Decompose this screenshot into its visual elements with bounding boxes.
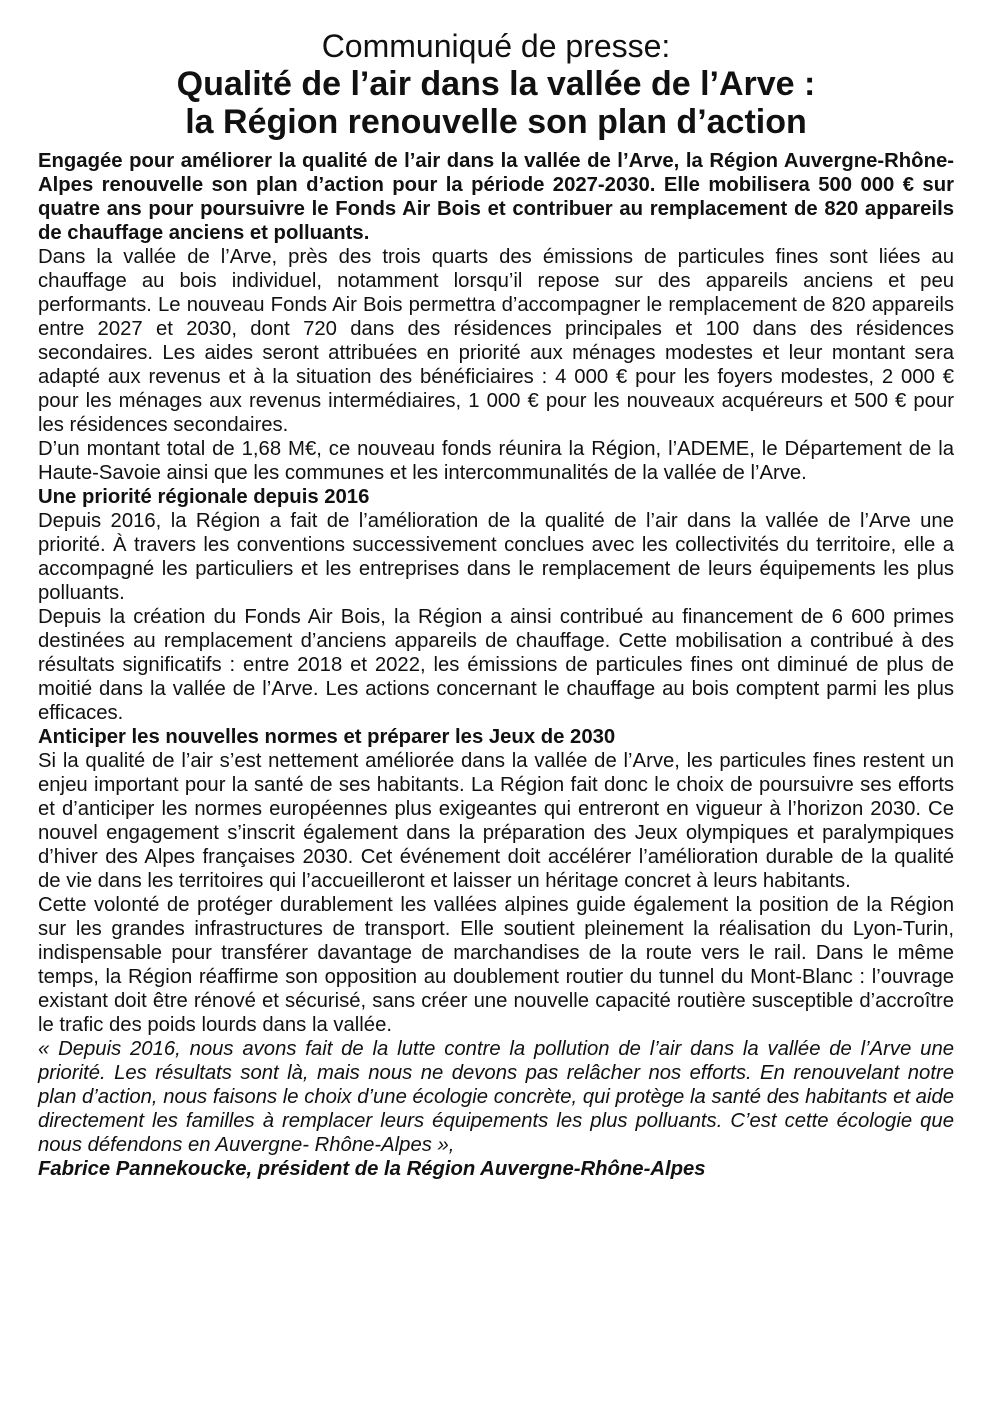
section1-paragraph-2: Depuis la création du Fonds Air Bois, la Région a ainsi contribué au financement de 6 600 primes destinées au remplacement d’anciens appareils de chauffage. Cette mobilisation a contribué à des résultats significatifs : entre 2018 et 2022, les émissions de particules fines ont diminué de plus de moitié dans la vallée de l’Arve. Les actions concernant le chauffage au bois comptent parmi les plus efficaces. xyxy=(38,606,954,724)
section2-paragraph-1: Si la qualité de l’air s’est nettement améliorée dans la vallée de l’Arve, les particules fines restent un enjeu important pour la santé de ses habitants. La Région fait donc le choix de poursuivre ses efforts et d’anticiper les normes européennes plus exigeantes qui entreront en vigueur à l’horizon 2030. Ce nouvel engagement s’inscrit également dans la préparation des Jeux olympiques et paralympiques d’hiver des Alpes françaises 2030. Cet événement doit accélérer l’amélioration durable de la qualité de vie dans les territoires qui l’accueilleront et laisser un héritage concret à leurs habitants. xyxy=(38,750,954,892)
quote-signature: Fabrice Pannekoucke, président de la Région Auvergne-Rhône-Alpes xyxy=(38,1158,706,1180)
president-quote: « Depuis 2016, nous avons fait de la lutte contre la pollution de l’air dans la vallée de l’Arve une priorité. Les résultats sont là, mais nous ne devons pas relâcher nos efforts. En renouvelant notre plan d’action, nous faisons le choix d’une écologie concrète, qui protège la santé des habitants et aide directement les familles à remplacer leurs équipements les plus polluants. C’est cette écologie que nous défendons en Auvergne- Rhône-Alpes », xyxy=(38,1038,954,1156)
title-block xyxy=(38,28,954,141)
section-heading-games-2030: Anticiper les nouvelles normes et préparer les Jeux de 2030 xyxy=(38,726,616,748)
headline-line-1: Qualité de l’air dans la vallée de l’Arve : xyxy=(176,65,816,103)
section2-paragraph-2: Cette volonté de protéger durablement les vallées alpines guide également la position de la Région sur les grandes infrastructures de transport. Elle soutient pleinement la réalisation du Lyon-Turin, indispensable pour transférer davantage de marchandises de la route vers le rail. Dans le même temps, la Région réaffirme son opposition au doublement routier du tunnel du Mont-Blanc : l’ouvrage existant doit être rénové et sécurisé, sans créer une nouvelle capacité routière susceptible d’accroître le trafic des poids lourds dans la vallée. xyxy=(38,894,954,1036)
intro-paragraph-2: D’un montant total de 1,68 M€, ce nouveau fonds réunira la Région, l’ADEME, le Département de la Haute-Savoie ainsi que les communes et les intercommunalités de la vallée de l’Arve. xyxy=(38,438,954,484)
press-release-page xyxy=(38,28,954,1181)
lead-paragraph: Engagée pour améliorer la qualité de l’air dans la vallée de l’Arve, la Région Auvergne-Rhône-Alpes renouvelle son plan d’action pour la période 2027-2030. Elle mobilisera 500 000 € sur quatre ans pour poursuivre le Fonds Air Bois et contribuer au remplacement de 820 appareils de chauffage anciens et polluants. xyxy=(38,150,954,244)
headline-line-2: la Région renouvelle son plan d’action xyxy=(185,103,807,141)
document-type-title: Communiqué de presse: xyxy=(321,28,671,64)
intro-paragraph-1: Dans la vallée de l’Arve, près des trois quarts des émissions de particules fines sont liées au chauffage au bois individuel, notamment lorsqu’il repose sur des appareils anciens et peu performants. Le nouveau Fonds Air Bois permettra d’accompagner le remplacement de 820 appareils entre 2027 et 2030, dont 720 dans des résidences principales et 100 dans des résidences secondaires. Les aides seront attribuées en priorité aux ménages modestes et leur montant sera adapté aux revenus et à la situation des bénéficiaires : 4 000 € pour les foyers modestes, 2 000 € pour les ménages aux revenus intermédiaires, 1 000 € pour les nouveaux acquéreurs et 500 € pour les résidences secondaires. xyxy=(38,246,954,436)
section-heading-regional-priority: Une priorité régionale depuis 2016 xyxy=(38,486,370,508)
section1-paragraph-1: Depuis 2016, la Région a fait de l’amélioration de la qualité de l’air dans la vallée de l’Arve une priorité. À travers les conventions successivement conclues avec les collectivités du territoire, elle a accompagné les particuliers et les entreprises dans le remplacement de leurs équipements les plus polluants. xyxy=(38,510,954,604)
